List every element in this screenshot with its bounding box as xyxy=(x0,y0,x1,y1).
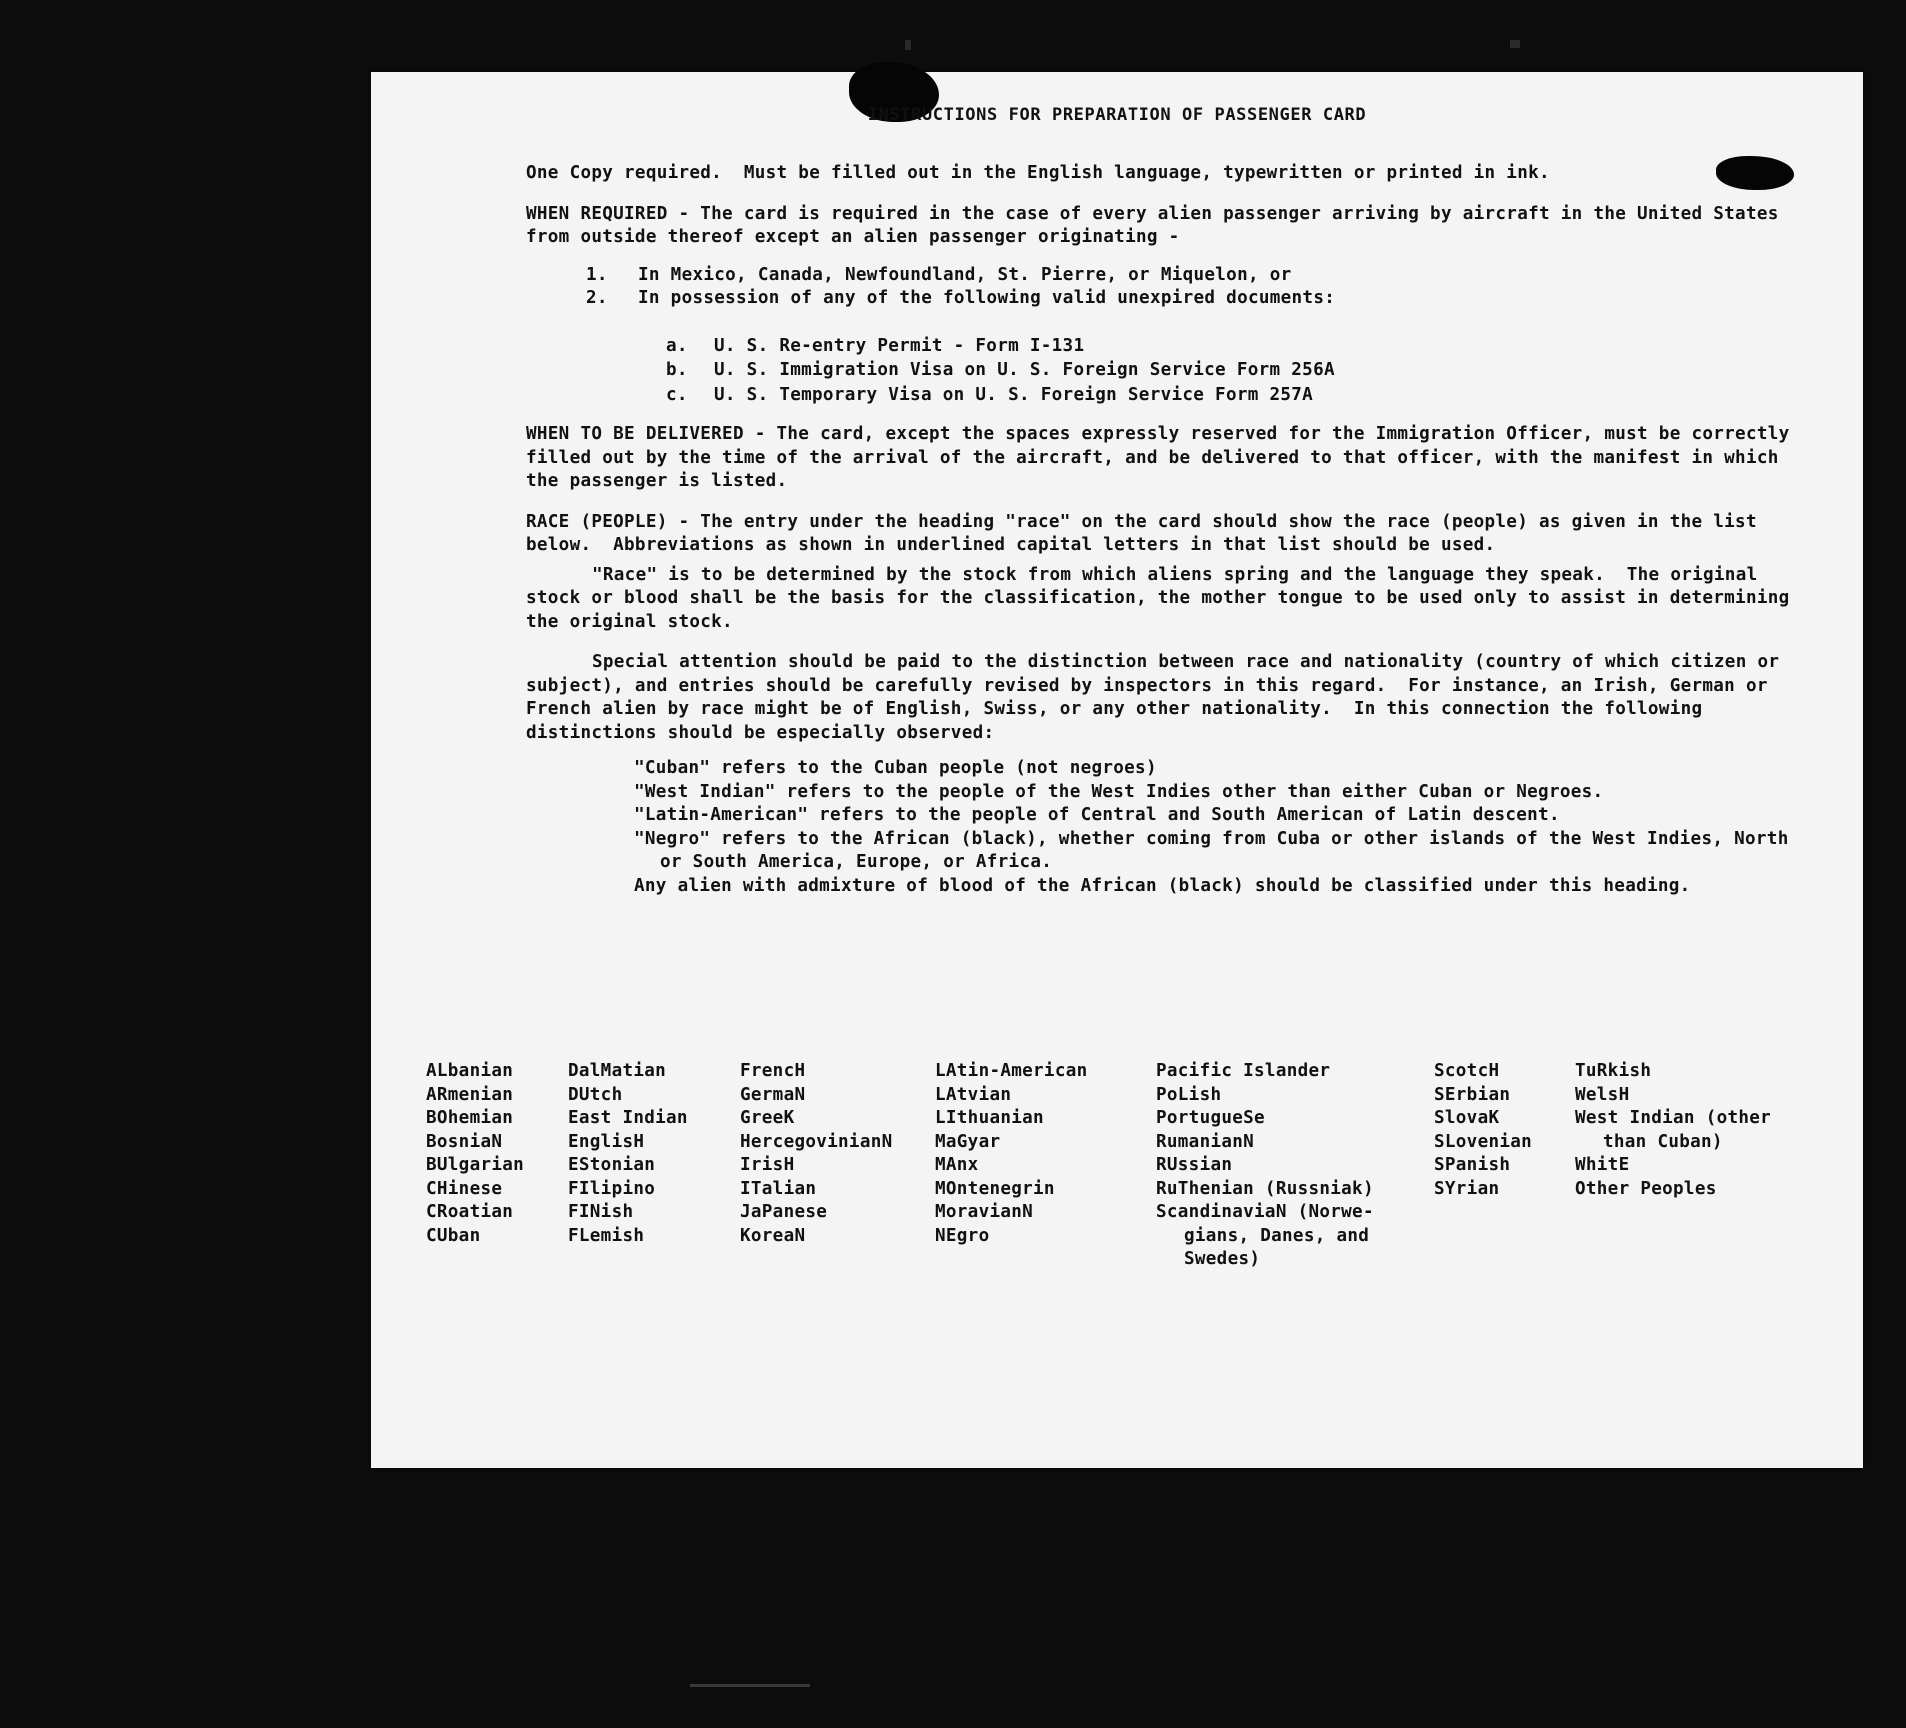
race-entry: GermaN xyxy=(740,1084,806,1105)
race-entry: Pacific Islander xyxy=(1156,1061,1331,1081)
race-entry: FLemish xyxy=(568,1225,645,1246)
list-item: c. U. S. Temporary Visa on U. S. Foreign Service Form 257A xyxy=(666,384,1314,405)
race-entry: PoLish xyxy=(1156,1084,1222,1105)
race-entry: MaGyar xyxy=(935,1131,1001,1152)
race-entry: FINish xyxy=(568,1202,634,1222)
page-title: INSTRUCTIONS FOR PREPARATION OF PASSENGER CARD xyxy=(867,105,1367,125)
race-entry: SErbian xyxy=(1434,1084,1511,1105)
race-entry: Other Peoples xyxy=(1575,1178,1717,1199)
race-entry: IrisH xyxy=(740,1155,795,1175)
paragraph-race-defined: "Race" is to be determined by the stock from which aliens spring and the language they speak. The original stock or blood shall be the basis for the classification, the mother tongue to be used only to assist in determining the original stock. xyxy=(526,564,1801,632)
race-entry: NEgro xyxy=(935,1225,990,1246)
race-column xyxy=(1434,1060,1532,1201)
list-item: "Cuban" refers to the Cuban people (not negroes) xyxy=(634,758,1157,778)
race-entry: CUban xyxy=(426,1225,481,1246)
race-entry: SYrian xyxy=(1434,1178,1500,1199)
race-entry: BOhemian xyxy=(426,1108,514,1128)
race-column xyxy=(426,1060,524,1248)
race-entry: RUssian xyxy=(1156,1155,1233,1175)
paragraph-when-required: WHEN REQUIRED - The card is required in the case of every alien passenger arriving by aircraft in the United States from outside thereof except an alien passenger originating - xyxy=(526,203,1790,247)
race-column xyxy=(1575,1060,1771,1201)
race-entry: RuThenian (Russniak) xyxy=(1156,1178,1374,1199)
race-entry: ITalian xyxy=(740,1178,817,1199)
race-entry: PortugueSe xyxy=(1156,1108,1265,1128)
paragraph-race-people: RACE (PEOPLE) - The entry under the heading "race" on the card should show the race (people) as given in the list below. Abbreviations as shown in underlined capital letters in that list should be used. xyxy=(526,511,1768,555)
race-entry: DalMatian xyxy=(568,1061,667,1081)
race-entry: Swedes) xyxy=(1184,1249,1261,1269)
race-entry: ScandinaviaN (Norwe- xyxy=(1156,1202,1374,1222)
race-entry: WelsH xyxy=(1575,1084,1630,1105)
scan-speck xyxy=(905,40,911,50)
list-item: 1. In Mexico, Canada, Newfoundland, St. Pierre, or Miquelon, or xyxy=(586,264,1292,285)
race-column xyxy=(740,1060,893,1248)
paragraph-copy-required: One Copy required. Must be filled out in the English language, typewritten or printed in ink. xyxy=(526,163,1550,183)
document-page xyxy=(371,72,1863,1468)
race-entry: MAnx xyxy=(935,1155,979,1175)
race-entry: RumanianN xyxy=(1156,1131,1255,1152)
race-entry: SLovenian xyxy=(1434,1131,1533,1152)
race-entry: ARmenian xyxy=(426,1084,514,1105)
race-entry: SPanish xyxy=(1434,1155,1511,1175)
list-item: a. U. S. Re-entry Permit - Form I-131 xyxy=(666,335,1085,356)
race-entry: ALbanian xyxy=(426,1061,514,1081)
list-item: "Latin-American" refers to the people of Central and South American of Latin descent. xyxy=(634,805,1560,825)
race-column xyxy=(935,1060,1088,1248)
race-entry: LAtin-American xyxy=(935,1061,1088,1081)
race-entry: KoreaN xyxy=(740,1225,806,1246)
list-item: b. U. S. Immigration Visa on U. S. Foreign Service Form 256A xyxy=(666,360,1335,380)
race-entry: MoravianN xyxy=(935,1202,1034,1222)
list-item: 2. In possession of any of the following valid unexpired documents: xyxy=(586,288,1336,308)
instructions-body xyxy=(526,162,1806,898)
list-item: "West Indian" refers to the people of the West Indies other than either Cuban or Negroes. xyxy=(634,781,1604,802)
race-entry: West Indian (other xyxy=(1575,1108,1772,1128)
race-entry: FrencH xyxy=(740,1061,806,1081)
valid-documents-list xyxy=(526,335,1806,408)
race-entry: EnglisH xyxy=(568,1131,645,1152)
race-entry: ScotcH xyxy=(1434,1061,1500,1081)
race-entry: EStonian xyxy=(568,1155,656,1175)
scan-speck xyxy=(1510,40,1520,48)
race-column xyxy=(1156,1060,1374,1272)
race-entry: than Cuban) xyxy=(1603,1131,1723,1152)
list-item: "Negro" refers to the African (black), whether coming from Cuba or other islands of the West Indies, North or South America, Europe, or Africa. xyxy=(634,828,1800,872)
origin-exceptions-list xyxy=(526,264,1806,311)
race-column xyxy=(568,1060,688,1248)
race-entry: East Indian xyxy=(568,1108,688,1128)
race-entry: MOntenegrin xyxy=(935,1178,1055,1199)
race-definitions-list xyxy=(634,757,1806,898)
race-entry: WhitE xyxy=(1575,1155,1630,1175)
race-entry: BosniaN xyxy=(426,1131,503,1152)
race-entry: FIlipino xyxy=(568,1178,656,1199)
race-entry: TuRkish xyxy=(1575,1061,1652,1081)
race-entry: DUtch xyxy=(568,1084,623,1105)
race-entry: HercegovinianN xyxy=(740,1131,893,1152)
list-item: Any alien with admixture of blood of the African (black) should be classified under this heading. xyxy=(634,875,1691,896)
race-entry: LAtvian xyxy=(935,1084,1012,1105)
race-entry: JaPanese xyxy=(740,1202,828,1222)
race-entry: CRoatian xyxy=(426,1202,514,1222)
race-entry: LIthuanian xyxy=(935,1108,1044,1128)
paragraph-special-attention: Special attention should be paid to the distinction between race and nationality (country of which citizen or subject), and entries should be carefully revised by inspectors in this regard. For instance, an Irish, German or French alien by race might be of English, Swiss, or any other nationality. In this connection the following distinctions should be especially observed: xyxy=(526,652,1791,743)
paragraph-when-delivered: WHEN TO BE DELIVERED - The card, except the spaces expressly reserved for the Immigration Officer, must be correctly filled out by the time of the arrival of the aircraft, and be delivered to that officer, with the manifest in which the passenger is listed. xyxy=(526,424,1801,491)
race-entry: SlovaK xyxy=(1434,1108,1500,1128)
race-entry: BUlgarian xyxy=(426,1155,525,1175)
race-entry: gians, Danes, and xyxy=(1184,1225,1370,1246)
race-entry: CHinese xyxy=(426,1178,503,1199)
race-entry: GreeK xyxy=(740,1108,795,1128)
scan-speck xyxy=(690,1684,810,1687)
